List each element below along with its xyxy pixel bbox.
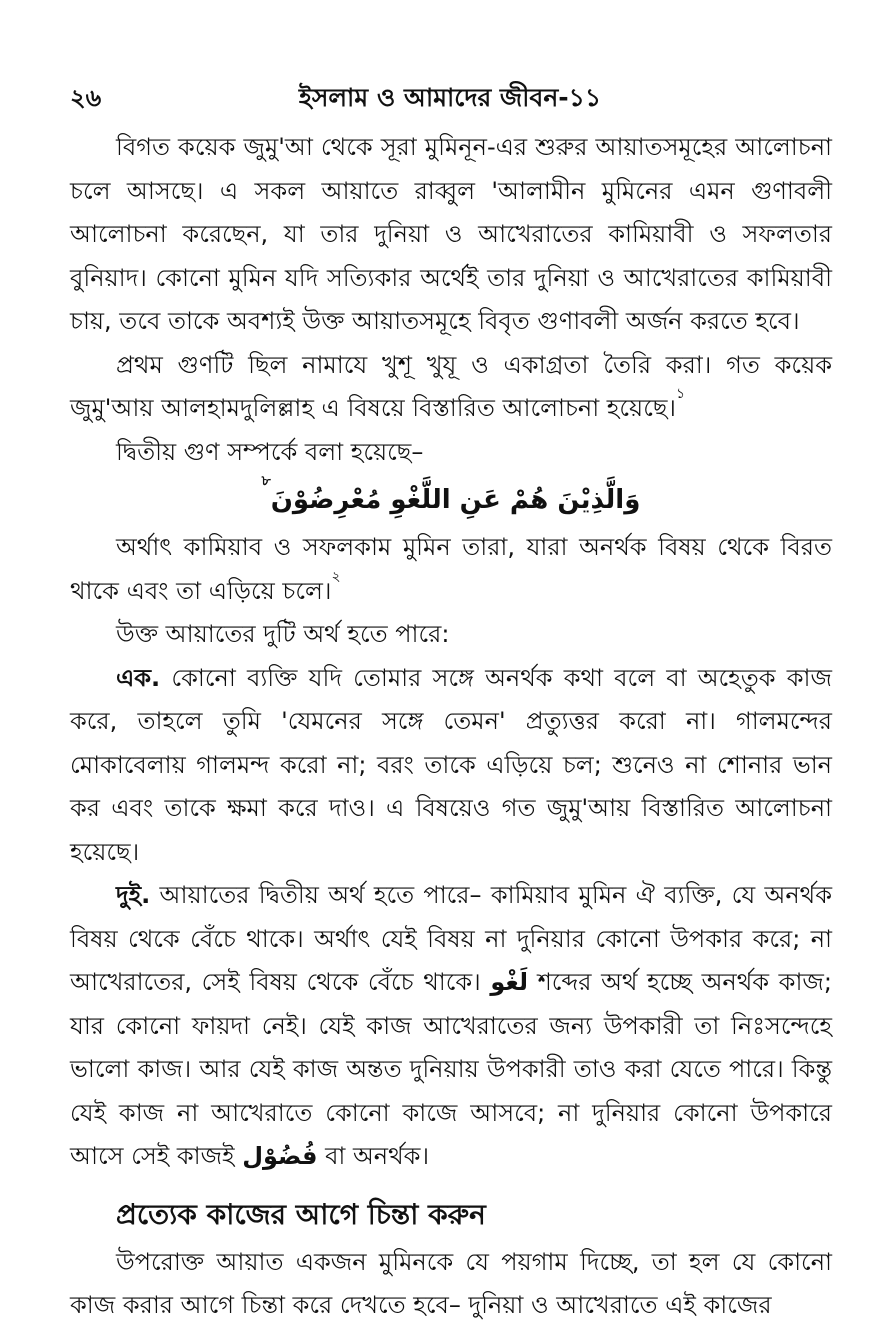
- page-number: ২৬: [70, 84, 102, 112]
- arabic-word: لَغْو: [490, 968, 528, 996]
- body-text: [70, 126, 832, 1328]
- paragraph-second-quality: দ্বিতীয় গুণ সম্পর্কে বলা হয়েছে–: [116, 437, 424, 466]
- paragraph-meaning-one: এক. কোনো ব্যক্তি যদি তোমার সঙ্গে অনর্থক কথা বলে বা অহেতুক কাজ করে, তাহলে তুমি 'যেমনের সঙ্গে তেমন' প্রত্যুত্তর করো না। গালমন্দের মোকাবেলায় গালমন্দ করো না; বরং তাকে এড়িয়ে চল; শুনেও না শোনার ভান কর এবং তাকে ক্ষমা করে দাও। এ বিষয়েও গত জুমু'আয় বিস্তারিত আলোচনা হয়েছে।: [70, 663, 832, 866]
- paragraph-first-quality: প্রথম গুণটি ছিল নামাযে খুশূ খুযূ ও একাগ্রতা তৈরি করা। গত কয়েক জুমু'আয় আলহামদুলিল্লাহ এ বিষয়ে বিস্তারিত আলোচনা হয়েছে।$^১$: [70, 350, 832, 422]
- running-title: ইসলাম ও আমাদের জীবন-১১: [298, 83, 602, 112]
- paragraph-meaning-two: দুই. আয়াতের দ্বিতীয় অর্থ হতে পারে– কামিয়াব মুমিন ঐ ব্যক্তি, যে অনর্থক বিষয় থেকে বেঁচে থাকে। অর্থাৎ যেই বিষয় না দুনিয়ার কোনো উপকার করে; না আখেরাতের, সেই বিষয় থেকে বেঁচে থাকে। لَغْو শব্দের অর্থ হচ্ছে অনর্থক কাজ; যার কোনো ফায়দা নেই। যেই কাজ আখেরাতের জন্য উপকারী তা নিঃসন্দেহে ভালো কাজ। আর যেই কাজ অন্তত দুনিয়ায় উপকারী তাও করা যেতে পারে। কিন্তু যেই কাজ না আখেরাতে কোনো কাজে আসবে; না দুনিয়ার কোনো উপকারে আসে সেই কাজই فُضُوْل বা অনর্থক।: [70, 881, 832, 1170]
- footnote-marker: ২: [331, 568, 341, 585]
- quran-verse: وَالَّذِيْنَ هُمْ عَنِ اللَّغْوِ مُعْرِضُوْنَ$^৮$: [261, 473, 641, 515]
- section-heading: প্রত্যেক কাজের আগে চিন্তা করুন: [116, 1197, 486, 1231]
- arabic-word: فُضُوْل: [242, 1142, 318, 1170]
- lead-word: দুই.: [116, 881, 151, 909]
- verse-number: ৮: [261, 473, 271, 489]
- footnote-marker: ১: [675, 386, 686, 402]
- paragraph-intro: বিগত কয়েক জুমু'আ থেকে সূরা মুমিনূন-এর শুরুর আয়াতসমূহের আলোচনা চলে আসছে। এ সকল আয়াতে রাব্বুল 'আলামীন মুমিনের এমন গুণাবলী আলোচনা করেছেন, যা তার দুনিয়া ও আখেরাতের কামিয়াবী ও সফলতার বুনিয়াদ। কোনো মুমিন যদি সত্যিকার অর্থেই তার দুনিয়া ও আখেরাতের কামিয়াবী চায়, তবে তাকে অবশ্যই উক্ত আয়াতসমূহে বিবৃত গুণাবলী অর্জন করতে হবে।: [70, 133, 832, 335]
- lead-word: এক.: [116, 663, 161, 692]
- paragraph-two-meanings: উক্ত আয়াতের দুটি অর্থ হতে পারে:: [116, 620, 450, 648]
- page-header: [70, 78, 830, 118]
- paragraph-section: উপরোক্ত আয়াত একজন মুমিনকে যে পয়গাম দিচ্ছে, তা হল যে কোনো কাজ করার আগে চিন্তা করে দেখতে হবে– দুনিয়া ও আখেরাতে এই কাজের: [70, 1247, 832, 1319]
- paragraph-meaning: অর্থাৎ কামিয়াব ও সফলকাম মুমিন তারা, যারা অনর্থক বিষয় থেকে বিরত থাকে এবং তা এড়িয়ে চলে।$^২$: [70, 533, 832, 605]
